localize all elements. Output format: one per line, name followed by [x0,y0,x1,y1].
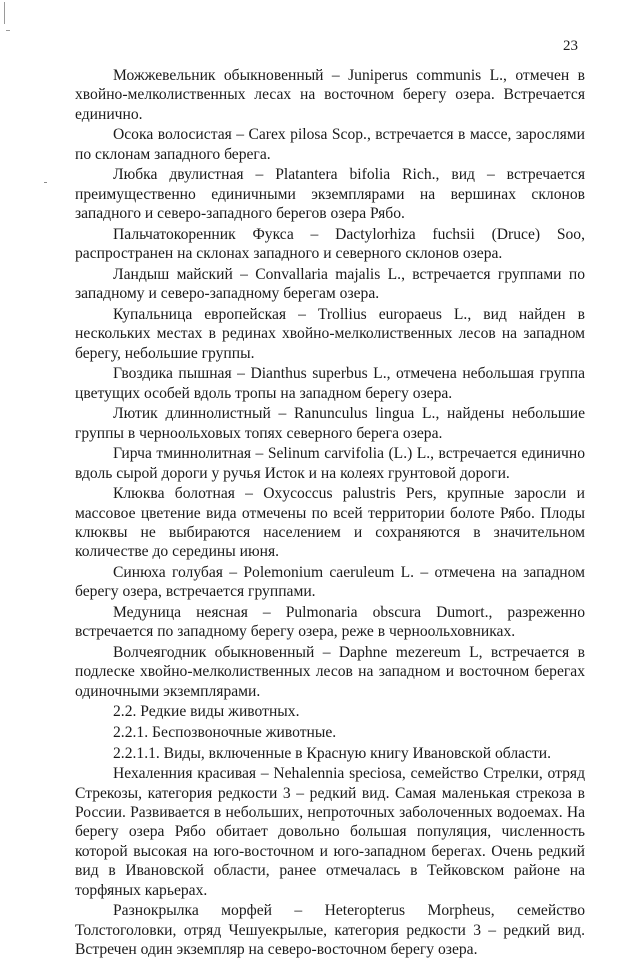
paragraph-pulmonaria: Медуница неясная – Pulmonaria obscura Dumort., разреженно встречается по западному берегу озера, реже в черноольховниках. [75,604,585,641]
page-number: 23 [563,38,578,54]
scan-edge-mark [6,30,10,31]
paragraph-dactylorhiza: Пальчатокоренник Фукса – Dactylorhiza fuchsii (Druce) Soo, распространен на склонах западного и северного склонов озера. [75,225,585,263]
scan-edge-mark [4,2,5,24]
paragraph-dianthus: Гвоздика пышная – Dianthus superbus L., отмечена небольшая группа цветущих особей вдоль тропы на западном берегу озера. [75,365,585,402]
paragraph-nehalennia: Нехаленния красивая – Nehalennia speciosa, семейство Стрелки, отряд Стрекозы, категория редкости 3 – редкий вид. Самая маленькая стрекоза в России. Развивается в небольших, непроточных заболоченных водоемах. На берегу озера Рябо обитает довольно большая популяция, численность которой высокая на юго-восточном и юго-западном берегах. Очень редкий вид в Ивановской области, ранее отмечалась в Тейковском районе на торфяных карьерах. [75,765,585,899]
paragraph-juniperus: Можжевельник обыкновенный – Juniperus communis L., отмечен в хвойно-мелколиственных лесах на восточном берегу озера. Встречается единично. [75,67,585,123]
paragraph-heteropterus: Разнокрылка морфей – Heteropterus Morpheus, семейство Толстоголовки, отряд Чешуекрылые, категория редкости 3 – редкий вид. Встречен один экземпляр на северо-восточном берегу озера. [75,902,585,959]
paragraph-trollius: Купальница европейская – Trollius europaeus L., вид найден в нескольких местах в рединах хвойно-мелколиственных лесов на западном берегу, небольшие группы. [75,305,585,362]
paragraph-platantera: Любка двулистная – Platantera bifolia Rich., вид – встречается преимущественно единичными экземплярами на вершинах склонов западного и северо-западного берегов озера Рябо. [75,166,585,223]
paragraph-ranunculus: Лютик длиннолистный – Ranunculus lingua L., найдены небольшие группы в черноольховых топях северного берега озера. [75,405,585,442]
section-heading-rare-animals: 2.2. Редкие виды животных. [113,703,300,721]
paragraph-convallaria: Ландыш майский – Convallaria majalis L., встречается группами по западному и северо-западному берегам озера. [75,265,585,303]
paragraph-selinum: Гирча тминнолитная – Selinum carvifolia (L.) L., встречается единично вдоль сырой дороги у ручья Исток и на колеях грунтовой дороги. [75,445,585,482]
paragraph-polemonium: Синюха голубая – Polemonium caeruleum L. – отмечена на западном берегу озера, встречается группами. [75,564,585,601]
document-body [75,66,585,961]
paragraph-daphne: Волчеягодник обыкновенный – Daphne mezereum L, встречается в подлеске хвойно-мелколиственных лесов на западном и восточном берегах одиночными экземплярами. [75,644,585,700]
paragraph-carex: Осока волосистая – Carex pilosa Scop., встречается в массе, зарослями по склонам западного берега. [75,126,585,163]
scan-dust-mark [44,182,47,183]
paragraph-oxycoccus: Клюква болотная – Oxycoccus palustris Pers, крупные заросли и массовое цветение вида отмечены по всей территории болоте Рябо. Плоды клюквы не выбираются населением и сохраняются в значительном количестве до середины июня. [75,485,585,561]
section-heading-red-book: 2.2.1.1. Виды, включенные в Красную книгу Ивановской области. [113,744,552,762]
section-heading-invertebrates: 2.2.1. Беспозвоночные животные. [113,724,337,742]
